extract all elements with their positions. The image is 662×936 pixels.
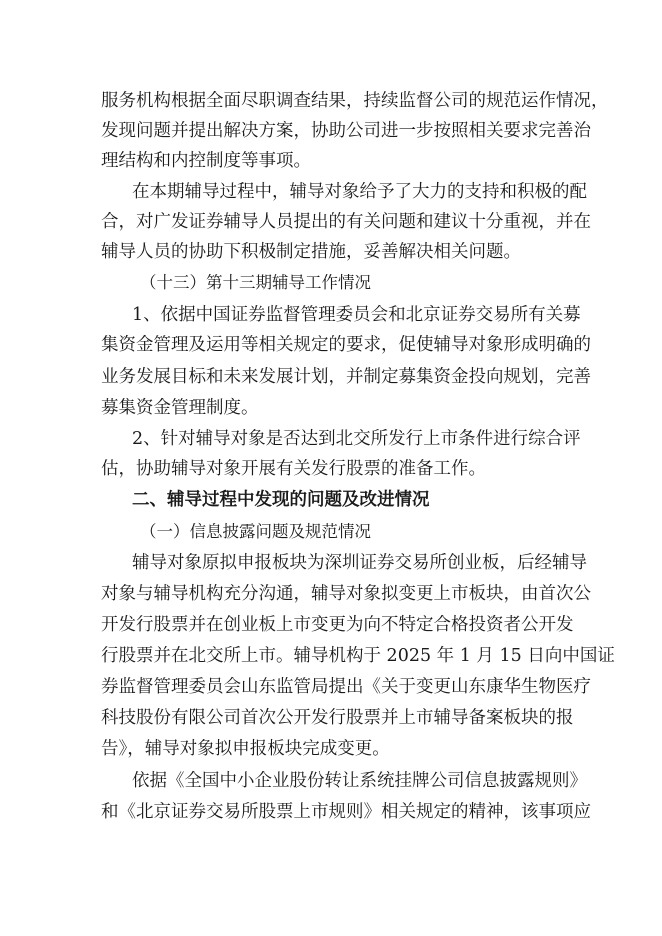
body-text-line: 和《北京证券交易所股票上市规则》相关规定的精神，该事项应 bbox=[101, 802, 591, 822]
body-text-line: 券监督管理委员会山东监管局提出《关于变更山东康华生物医疗 bbox=[101, 677, 591, 697]
section-heading-13: （十三）第十三期辅导工作情况 bbox=[140, 273, 371, 292]
body-text-line: 告》，辅导对象拟申报板块完成变更。 bbox=[101, 739, 390, 759]
chapter-heading: 二、辅导过程中发现的问题及改进情况 bbox=[132, 490, 430, 510]
body-text-line: 发现问题并提出解决方案，协助公司进一步按照相关要求完善治 bbox=[101, 121, 591, 141]
body-text-line: 科技股份有限公司首次公开发行股票并上市辅导备案板块的报 bbox=[101, 708, 574, 728]
body-text-line: 合，对广发证券辅导人员提出的有关问题和建议十分重视，并在 bbox=[101, 212, 591, 232]
section-heading-1: （一）信息披露问题及规范情况 bbox=[140, 522, 371, 541]
body-text-line: 依据《全国中小企业股份转让系统挂牌公司信息披露规则》 bbox=[132, 771, 587, 791]
body-text-line: 服务机构根据全面尽职调查结果，持续监督公司的规范运作情况， bbox=[101, 91, 609, 111]
body-text-line: 行股票并在北交所上市。辅导机构于 2025 年 1 月 15 日向中国证 bbox=[101, 646, 615, 666]
body-text-line: 在本期辅导过程中，辅导对象给予了大力的支持和积极的配 bbox=[132, 182, 587, 202]
body-text-line: 对象与辅导机构充分沟通，辅导对象拟变更上市板块，由首次公 bbox=[101, 584, 591, 604]
body-text-line: 1、依据中国证券监督管理委员会和北京证券交易所有关募 bbox=[132, 305, 581, 325]
body-text-line: 集资金管理及运用等相关规定的要求，促使辅导对象形成明确的 bbox=[101, 335, 591, 355]
body-text-line: 业务发展目标和未来发展计划，并制定募集资金投向规划，完善 bbox=[101, 367, 591, 387]
body-text-line: 募集资金管理制度。 bbox=[101, 398, 259, 418]
body-text-line: 辅导人员的协助下积极制定措施，妥善解决相关问题。 bbox=[101, 242, 521, 262]
body-text-line: 辅导对象原拟申报板块为深圳证券交易所创业板，后经辅导 bbox=[132, 553, 587, 573]
body-text-line: 2、针对辅导对象是否达到北交所发行上市条件进行综合评 bbox=[132, 429, 581, 449]
body-text-line: 估，协助辅导对象开展有关发行股票的准备工作。 bbox=[101, 459, 486, 479]
body-text-line: 理结构和内控制度等事项。 bbox=[101, 151, 311, 171]
body-text-line: 开发行股票并在创业板上市变更为向不特定合格投资者公开发 bbox=[101, 615, 574, 635]
